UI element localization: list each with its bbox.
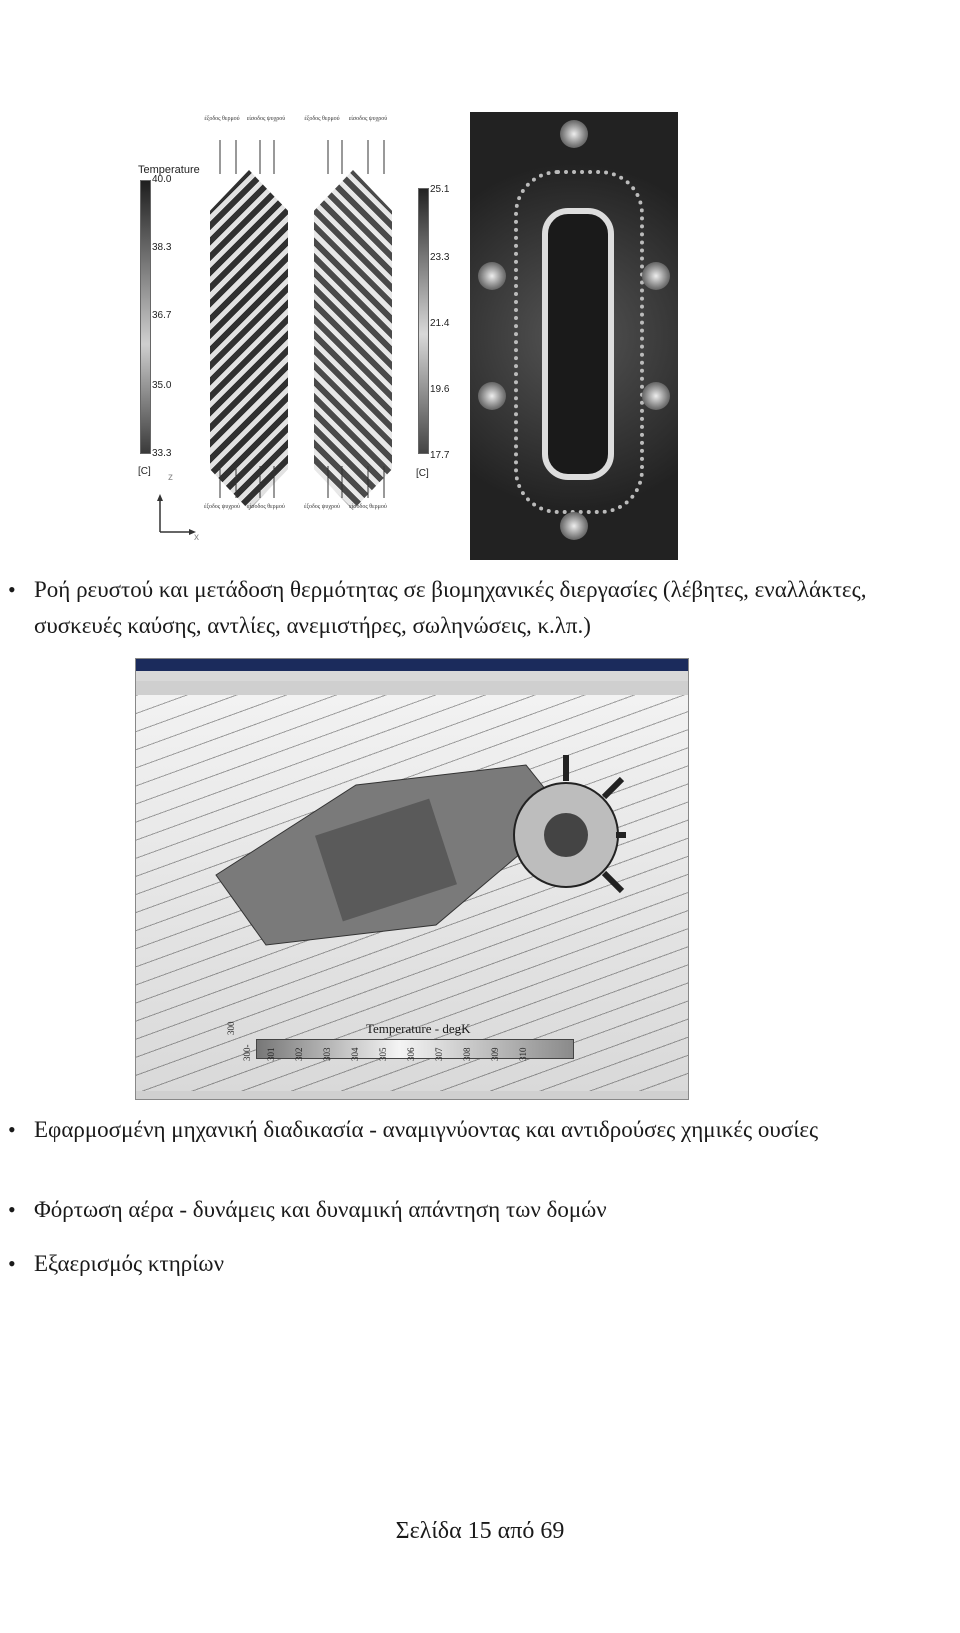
- flow-tag: έξοδος ψυχρού: [303, 504, 341, 510]
- simulation-viewport: [136, 695, 688, 1091]
- left-scale-tick: 33.3: [152, 448, 172, 459]
- legend-tick: 305: [378, 1047, 388, 1061]
- left-scale-tick: 38.3: [152, 242, 172, 253]
- flow-tag: έξοδος θερμού: [304, 116, 340, 122]
- flow-tag: είσοδος ψυχρού: [348, 116, 388, 122]
- left-scale-tick: 36.7: [152, 310, 172, 321]
- legend-title: Temperature - degK: [366, 1021, 471, 1036]
- flow-tag: είσοδος θερμού: [349, 504, 387, 510]
- status-bar: [136, 1091, 688, 1099]
- left-scale-tick: 40.0: [152, 174, 172, 185]
- left-scale-tick: 35.0: [152, 380, 172, 391]
- inflow-arrows-icon: [208, 134, 398, 178]
- flow-tag: είσοδος θερμού: [247, 504, 285, 510]
- page-number: Σελίδα 15 από 69: [395, 1518, 565, 1544]
- left-unit-label: [C]: [138, 466, 151, 477]
- legend-tick: 306: [406, 1047, 416, 1061]
- legend-tick: 300-: [242, 1044, 252, 1061]
- bolt-icon: [478, 262, 506, 290]
- flow-tag: έξοδος θερμού: [204, 116, 240, 122]
- legend-tick: 308: [462, 1047, 472, 1061]
- axis-triad-icon: [152, 492, 196, 540]
- axis-label-z: z: [168, 472, 173, 483]
- plate-channel: [542, 208, 614, 480]
- bullet-item: [34, 1192, 894, 1228]
- menu-bar: [136, 671, 688, 681]
- bullet-text: Εφαρμοσμένη μηχανική διαδικασία - αναμιγνύοντας και αντιδρούσες χημικές ουσίες: [34, 1117, 819, 1142]
- right-scale-tick: 25.1: [430, 184, 450, 195]
- temperature-panel-cold: [314, 170, 392, 510]
- bullet-text: Φόρτωση αέρα - δυνάμεις και δυναμική απάντηση των δομών: [34, 1197, 607, 1222]
- flow-tag: έξοδος ψυχρού: [203, 504, 241, 510]
- right-unit-label: [C]: [416, 468, 429, 479]
- bullet-item: [34, 1246, 894, 1282]
- heat-exchanger-photo: [470, 112, 678, 560]
- outflow-arrows-icon: [208, 462, 398, 502]
- temperature-scale-title: Temperature: [138, 164, 200, 176]
- bolt-icon: [642, 262, 670, 290]
- right-scale-tick: 23.3: [430, 252, 450, 263]
- flow-tag: είσοδος ψυχρού: [246, 116, 286, 122]
- legend-tick: 309: [490, 1047, 500, 1061]
- bolt-icon: [560, 120, 588, 148]
- left-color-bar: [140, 180, 151, 454]
- bolt-icon: [642, 382, 670, 410]
- bullet-item: [34, 572, 894, 644]
- bolt-icon: [478, 382, 506, 410]
- legend-tick: 303: [322, 1047, 332, 1061]
- legend-tick: 301: [266, 1047, 276, 1061]
- legend-tick: 310: [518, 1047, 528, 1061]
- legend-tick: 300: [226, 1021, 236, 1035]
- bullet-item: [34, 1112, 834, 1148]
- bullet-text: Εξαερισμός κτηρίων: [34, 1251, 224, 1276]
- motor-model-icon: [206, 725, 626, 955]
- right-scale-tick: 17.7: [430, 450, 450, 461]
- legend-tick: 307: [434, 1047, 444, 1061]
- temperature-panel-hot: [210, 170, 288, 510]
- window-title-bar: [136, 659, 688, 671]
- legend-tick: 304: [350, 1047, 360, 1061]
- right-scale-tick: 19.6: [430, 384, 450, 395]
- toolbar: [136, 681, 688, 696]
- axis-label-x: x: [194, 532, 199, 543]
- cfd-software-screenshot: [135, 658, 689, 1100]
- right-scale-tick: 21.4: [430, 318, 450, 329]
- legend-tick: 302: [294, 1047, 304, 1061]
- bullet-text: Ροή ρευστού και μετάδοση θερμότητας σε βιομηχανικές διεργασίες (λέβητες, εναλλάκτες, συσκευές καύσης, αντλίες, ανεμιστήρες, σωληνώσεις, κ.λπ.): [34, 577, 867, 638]
- right-color-bar: [418, 188, 429, 454]
- bolt-icon: [560, 512, 588, 540]
